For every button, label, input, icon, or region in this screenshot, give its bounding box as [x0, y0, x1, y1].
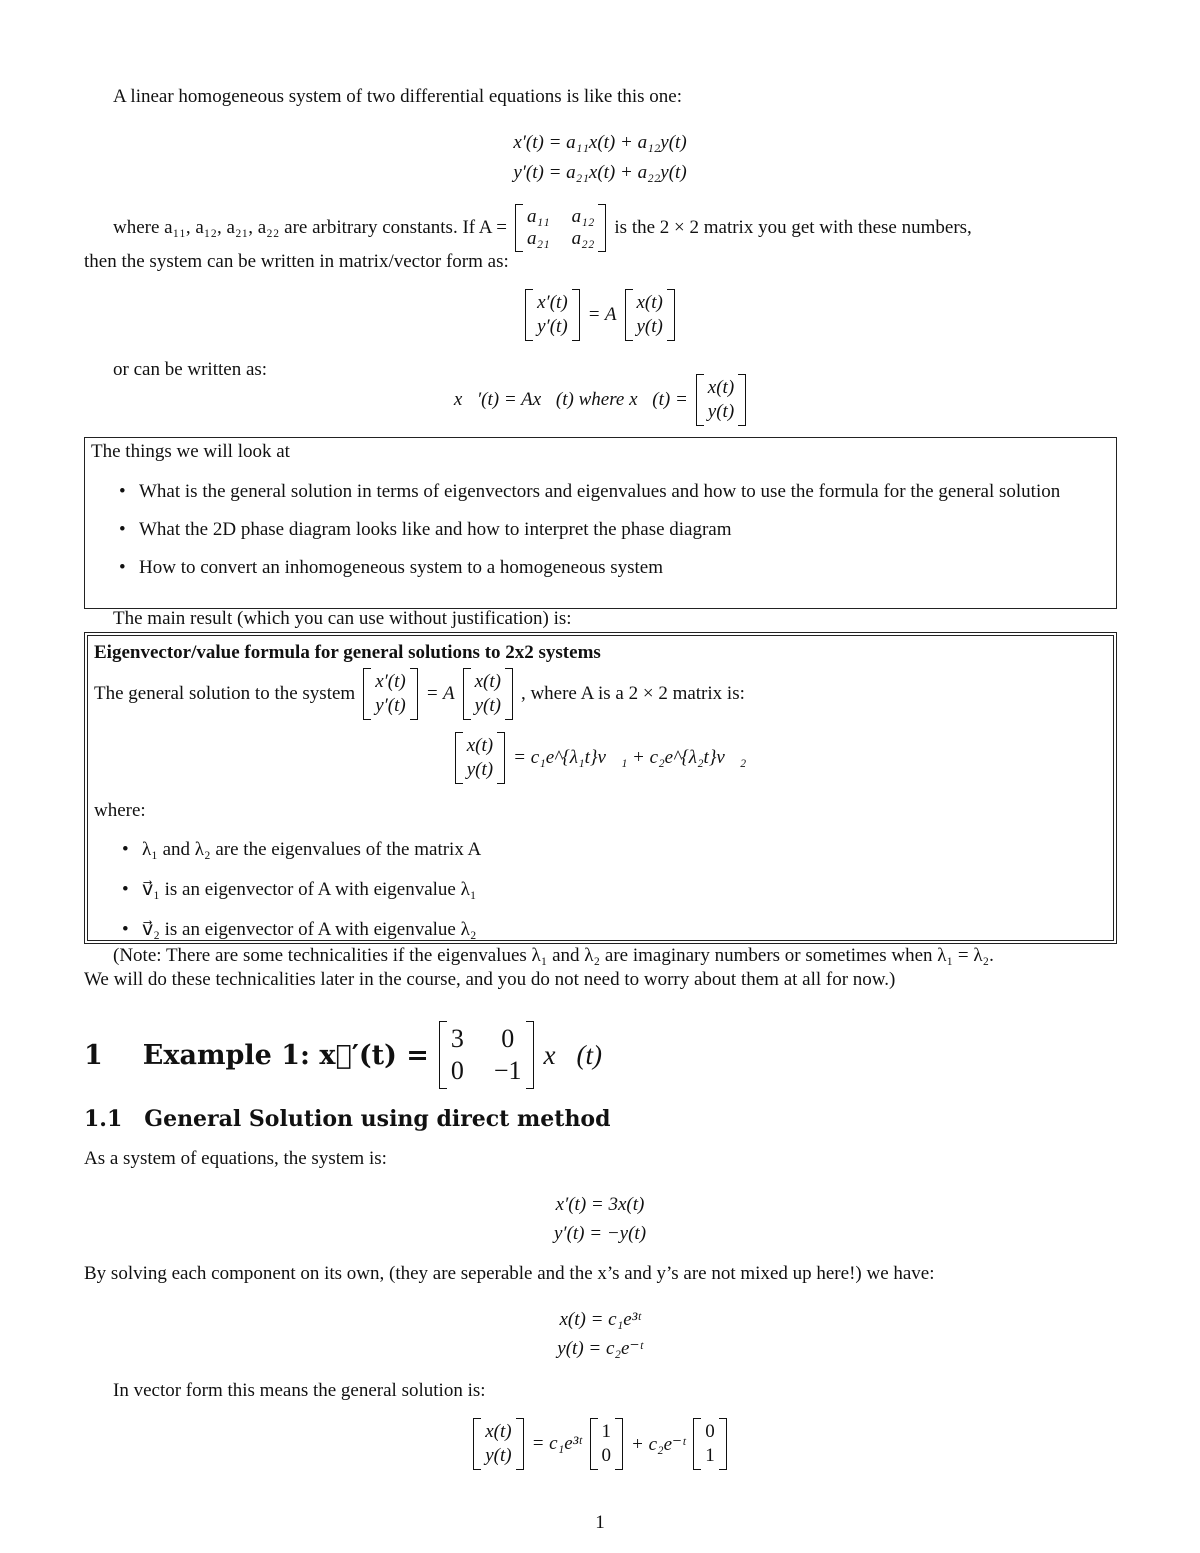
formula-line-after: , where A is a 2 × 2 matrix is:: [520, 683, 745, 704]
component-solutions: [0, 1305, 1200, 1363]
vector-entry: 1: [705, 1445, 715, 1466]
matrix-cell: 3: [450, 1024, 464, 1053]
vector-equation: [0, 376, 1200, 424]
vector-entry: x(t): [485, 1421, 512, 1442]
system-equations: [0, 1190, 1200, 1248]
matrix-cell: a₂₁: [526, 228, 550, 249]
body-paragraph-1: As a system of equations, the system is:: [84, 1148, 387, 1169]
section-heading: [84, 1018, 602, 1092]
intro-system-equations: [0, 128, 1200, 188]
where-label: where:: [94, 800, 146, 821]
eigen-list: [120, 838, 1100, 942]
equation-x: x′(t) = a₁₁x(t) + a₁₂y(t): [513, 132, 687, 153]
equals-a: = A: [587, 304, 617, 325]
main-result-text: The main result (which you can use without justification) is:: [113, 608, 572, 629]
equation: x′(t) = 3x(t): [555, 1194, 645, 1215]
list-item: • v⃗₂ is an eigenvector of A with eigenvalue λ₂: [120, 918, 1100, 942]
note-line-1: (Note: There are some technicalities if the eigenvalues λ₁ and λ₂ are imaginary numbers or sometimes when λ₁ = λ₂.: [113, 945, 994, 966]
section-number: 1: [84, 1039, 103, 1071]
formula-system-line: [94, 670, 745, 718]
list-item: • What is the general solution in terms of eigenvectors and eigenvalues and how to use the formula for the general solution: [117, 480, 1109, 504]
where-before: where a₁₁, a₁₂, a₂₁, a₂₂ are arbitrary constants. If A =: [113, 217, 507, 238]
general-solution-formula: [88, 734, 1113, 782]
formula-title: Eigenvector/value formula for general solutions to 2x2 systems: [94, 642, 601, 663]
subsection-number: 1.1: [84, 1106, 123, 1132]
matrix-cell: a₁₁: [526, 206, 550, 227]
vector-entry: x(t): [466, 735, 494, 756]
equals-a: = A: [425, 683, 455, 704]
matrix-cell: 0: [450, 1056, 464, 1085]
matrix-cell: a₁₂: [571, 206, 595, 227]
formula-line-before: The general solution to the system: [94, 683, 356, 704]
vector-eq-text: x⃗′(t) = Ax⃗(t) where x⃗(t) =: [453, 389, 688, 410]
vector-entry: y(t): [707, 401, 735, 422]
or-text: or can be written as:: [113, 359, 268, 380]
where-after: is the 2 × 2 matrix you get with these numbers,: [614, 217, 972, 238]
equation-y: y′(t) = a₂₁x(t) + a₂₂y(t): [513, 162, 687, 183]
vector-entry: 1: [601, 1421, 612, 1442]
equation: y′(t) = −y(t): [553, 1223, 647, 1244]
section-matrix: [439, 1023, 534, 1087]
vector-entry: y(t): [485, 1445, 512, 1466]
body-paragraph-2: By solving each component on its own, (they are seperable and the x’s and y’s are not mixed up here!) we have:: [84, 1263, 935, 1284]
vector-entry: x(t): [636, 292, 663, 313]
final-general-solution: [0, 1420, 1200, 1468]
matrix-cell: 0: [501, 1024, 515, 1053]
note-line-2: We will do these technicalities later in the course, and you do not need to worry about them at all for now.): [84, 969, 896, 990]
vector-entry: y(t): [636, 316, 663, 337]
vector-entry: 0: [705, 1421, 715, 1442]
vector-entry: 0: [601, 1445, 612, 1466]
matrix-cell: a₂₂: [571, 228, 595, 249]
vector-entry: x′(t): [537, 292, 568, 313]
topics-title: The things we will look at: [91, 441, 290, 462]
coefficient-1: = c₁e³ᵗ: [531, 1433, 582, 1454]
matrix-a: [515, 206, 606, 250]
vector-entry: x′(t): [375, 671, 406, 692]
general-rhs: = c₁e^{λ₁t}v⃗₁ + c₂e^{λ₂t}v⃗₂: [513, 747, 747, 768]
equation: y(t) = c₂e⁻ᵗ: [557, 1338, 643, 1359]
list-item: • λ₁ and λ₂ are the eigenvalues of the matrix A: [120, 838, 1100, 862]
section-after: x⃗(t): [543, 1039, 603, 1070]
coefficient-2: + c₂e⁻ᵗ: [631, 1433, 686, 1455]
vector-entry: x(t): [707, 377, 735, 398]
vector-entry: x(t): [474, 671, 501, 692]
body-paragraph-3: In vector form this means the general solution is:: [113, 1380, 486, 1401]
subsection-title: General Solution using direct method: [144, 1106, 611, 1132]
vector-entry: y′(t): [375, 695, 406, 716]
formula-box: [84, 632, 1117, 944]
matrix-cell: −1: [493, 1056, 522, 1085]
equation: x(t) = c₁e³ᵗ: [559, 1309, 641, 1330]
topics-list: [117, 480, 1109, 580]
list-item: • What the 2D phase diagram looks like and how to interpret the phase diagram: [117, 518, 1109, 542]
list-item: • How to convert an inhomogeneous system to a homogeneous system: [117, 556, 1109, 580]
vector-entry: y′(t): [537, 316, 568, 337]
section-title: Example 1: x⃗′(t) =: [142, 1039, 429, 1071]
matrix-vector-form: [0, 291, 1200, 339]
subsection-heading: [84, 1106, 611, 1132]
then-text: then the system can be written in matrix/vector form as:: [84, 251, 509, 272]
vector-entry: y(t): [474, 695, 501, 716]
list-item: • v⃗₁ is an eigenvector of A with eigenvalue λ₁: [120, 878, 1100, 902]
where-line: [113, 203, 1123, 253]
vector-entry: y(t): [466, 759, 494, 780]
intro-text: A linear homogeneous system of two differential equations is like this one:: [113, 86, 683, 107]
page-number: 1: [595, 1512, 605, 1533]
topics-box: [84, 437, 1117, 609]
